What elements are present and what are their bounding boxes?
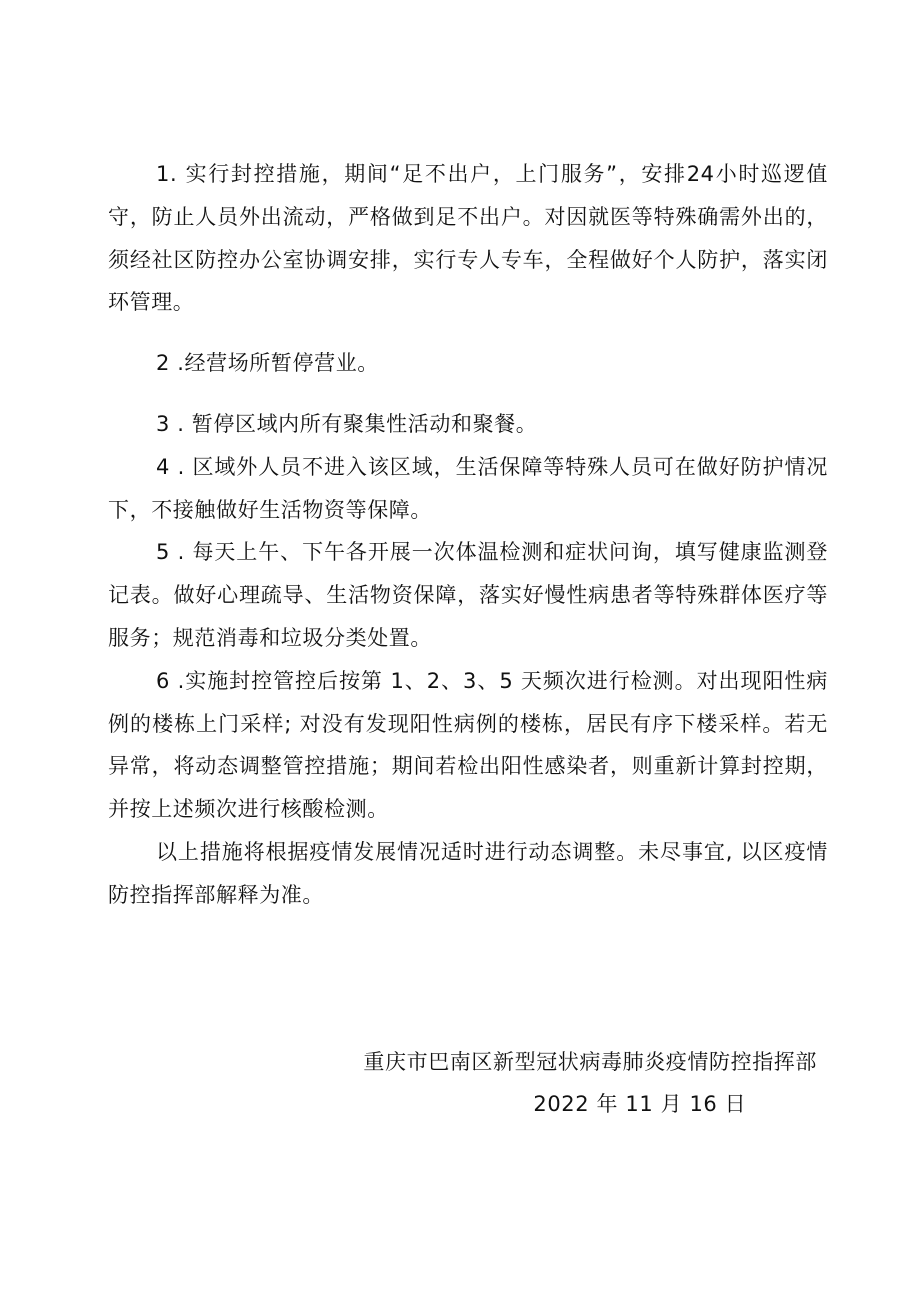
closing-paragraph: 以上措施将根据疫情发展情况适时进行动态调整。未尽事宜, 以区疫情防控指挥部解释为准。	[108, 839, 828, 907]
paragraph-item-3: 3 . 暂停区域内所有聚集性活动和聚餐。	[156, 411, 538, 436]
paragraph-item-6: 6 .实施封控管控后按第 1、2、3、5 天频次进行检测。对出现阳性病例的楼栋上门采样; 对没有发现阳性病例的楼栋，居民有序下楼采样。若无异常，将动态调整管控措施；期间若检出阳性感染者，则重新计算封控期，并按上述频次进行核酸检测。	[108, 668, 828, 822]
signature-block	[363, 1041, 817, 1116]
paragraph-item-2: 2 .经营场所暂停营业。	[156, 351, 379, 376]
issuing-organization: 重庆市巴南区新型冠状病毒肺炎疫情防控指挥部	[363, 1050, 817, 1074]
issue-date: 2022 年 11 月 16 日	[533, 1092, 747, 1116]
paragraph-item-1: 1. 实行封控措施，期间“足不出户，上门服务”，安排24小时巡逻值守，防止人员外出流动，严格做到足不出户。对因就医等特殊确需外出的，须经社区防控办公室协调安排，实行专人专车，全程做好个人防护，落实闭环管理。	[108, 162, 828, 315]
paragraph-item-5: 5 . 每天上午、下午各开展一次体温检测和症状问询，填写健康监测登记表。做好心理疏导、生活物资保障，落实好慢性病患者等特殊群体医疗等服务；规范消毒和垃圾分类处置。	[108, 540, 828, 650]
document-body	[108, 153, 828, 917]
paragraph-item-4: 4 . 区域外人员不进入该区域，生活保障等特殊人员可在做好防护情况下，不接触做好生活物资等保障。	[108, 454, 828, 522]
